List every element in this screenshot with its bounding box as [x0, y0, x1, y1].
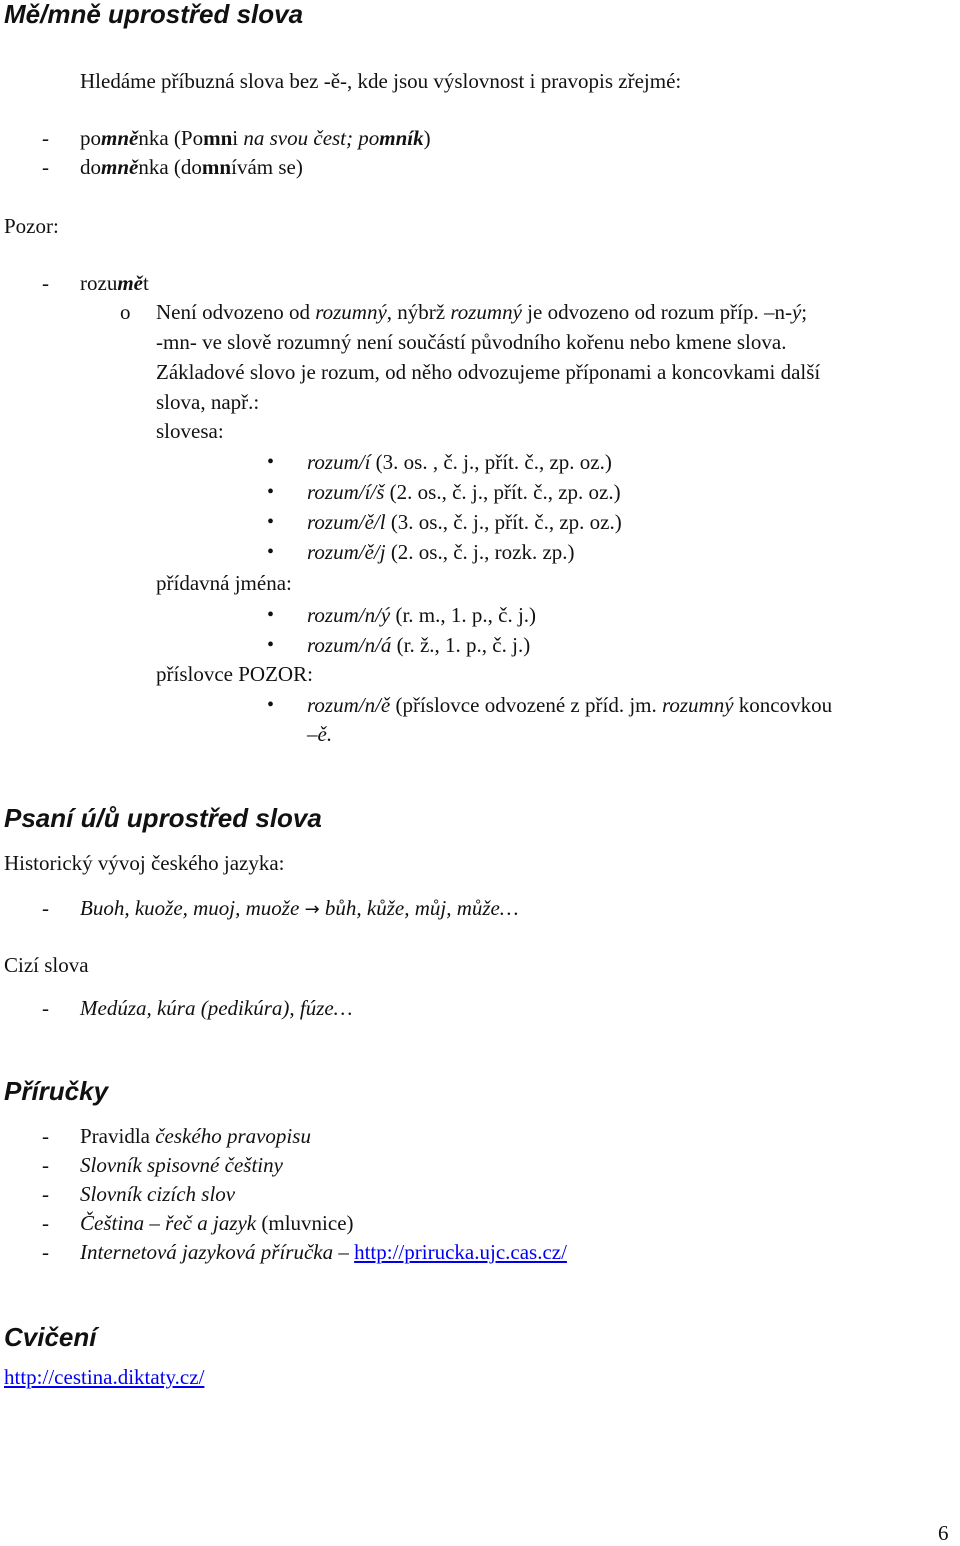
list-item-rozumet: - rozumět	[80, 270, 149, 296]
arrow-icon: →	[304, 899, 320, 920]
page-number: 6	[938, 1521, 949, 1545]
slovesa-item: • rozum/í (3. os. , č. j., přít. č., zp. oz.)	[307, 449, 612, 475]
foreign-label: Cizí slova	[4, 953, 89, 977]
note-line-4: slova, např.:	[156, 390, 260, 414]
reference-item: - Pravidla českého pravopisu	[80, 1123, 311, 1149]
pridavna-item: • rozum/n/á (r. ž., 1. p., č. j.)	[307, 632, 530, 658]
reference-item: - Internetová jazyková příručka – http://prirucka.ujc.cas.cz/	[80, 1239, 567, 1265]
reference-item: - Slovník spisovné češtiny	[80, 1152, 283, 1178]
slovesa-item: • rozum/ě/j (2. os., č. j., rozk. zp.)	[307, 539, 575, 565]
prislovce-item-end: –ě.	[307, 722, 333, 746]
prislovce-item: • rozum/n/ě (příslovce odvozené z příd. jm. rozumný koncovkou	[307, 692, 832, 718]
pridavna-label: přídavná jména:	[156, 571, 292, 595]
heading-prirucky: Příručky	[4, 1076, 109, 1106]
historic-label: Historický vývoj českého jazyka:	[4, 851, 285, 875]
note-line-1: o Není odvozeno od rozumný, nýbrž rozumný je odvozeno od rozum příp. –n-ý;	[156, 299, 807, 325]
diktaty-link[interactable]: http://cestina.diktaty.cz/	[4, 1365, 205, 1389]
slovesa-label: slovesa:	[156, 419, 224, 443]
list-item-domnenka: - domněnka (domnívám se)	[80, 154, 303, 180]
prirucka-link[interactable]: http://prirucka.ujc.cas.cz/	[354, 1240, 567, 1264]
prislovce-label: příslovce POZOR:	[156, 662, 313, 686]
foreign-example: - Medúza, kúra (pedikúra), fúze…	[80, 995, 352, 1021]
intro-text: Hledáme příbuzná slova bez -ě-, kde jsou výslovnost i pravopis zřejmé:	[80, 69, 682, 93]
heading-me-mne: Mě/mně uprostřed slova	[4, 0, 304, 29]
slovesa-item: • rozum/í/š (2. os., č. j., přít. č., zp. oz.)	[307, 479, 621, 505]
list-item-pomnenka: - pomněnka (Pomni na svou čest; pomník)	[80, 125, 431, 151]
pozor-label: Pozor:	[4, 214, 59, 238]
cviceni-link-line	[4, 1364, 204, 1390]
pridavna-item: • rozum/n/ý (r. m., 1. p., č. j.)	[307, 602, 536, 628]
historic-example: - Buoh, kuože, muoj, muože → bůh, kůže, můj, může…	[80, 895, 519, 923]
reference-item: - Slovník cizích slov	[80, 1181, 235, 1207]
note-line-3: Základové slovo je rozum, od něho odvozujeme příponami a koncovkami další	[156, 360, 821, 384]
heading-psani-u: Psaní ú/ů uprostřed slova	[4, 803, 322, 833]
slovesa-item: • rozum/ě/l (3. os., č. j., přít. č., zp. oz.)	[307, 509, 622, 535]
note-line-2: -mn- ve slově rozumný není součástí původního kořenu nebo kmene slova.	[156, 330, 787, 354]
heading-cviceni: Cvičení	[4, 1322, 97, 1352]
reference-item: - Čeština – řeč a jazyk (mluvnice)	[80, 1210, 354, 1236]
